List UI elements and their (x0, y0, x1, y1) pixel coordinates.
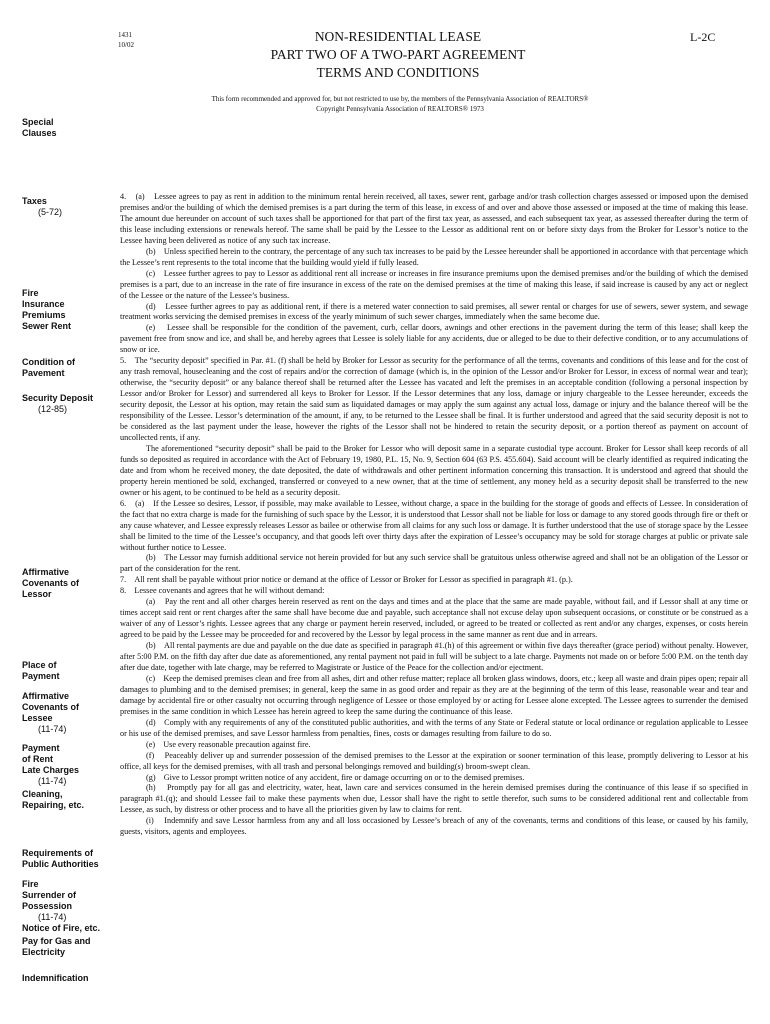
form-code (118, 30, 134, 50)
paragraph-8i: (i) Indemnify and save Lessor harmless from any and all loss occasioned by Lessee’s breach of any of the covenants, terms and conditions of this lease, or caused by his family, guests, visitors, agents and employees. (120, 816, 748, 837)
side-code: (11-74) (38, 724, 67, 734)
side-label: Electricity (22, 947, 66, 957)
side-special-clauses (22, 117, 118, 139)
paragraph-5: 5. The “security deposit” specified in Par. #1. (f) shall be held by Broker for Lessor as security for the performance of all the terms, covenants and conditions of this lease and for the cost of any trash removal, housecleaning and the cost of repairs and/or the correction of damage (which is, in the opinion of the Lessor and/or Broker for Lessor, in excess of normal wear and tear); otherwise, the “security deposit” or any balance thereof shall be returned after the Lessee has vacated and left the premises in an acceptable condition (following a personal inspection by Lessor and/or Broker for Lessor) and surrendered all keys to Broker for Lessor. If the Lessor determines that any loss, damage or injury chargeable to the Lessee hereunder, exceeds the security deposit, the Lessor at his option, may retain the said sum as liquidated damages or may apply the sum against any actual loss, damage or injury and the balance thereof will be the responsibility of the Lessee. Lessor’s determination of the amount, if any, to be returned to the Lessee shall be final. It is further understood and agreed that the said security deposit is not to be considered as the last payment under the lease, however the rights of the Lessor shall not be hindered to retain the security deposit, or a portion thereof as payment on account of uncollected rents, if any. (120, 356, 748, 442)
side-code: (5-72) (38, 207, 63, 217)
title-line-3: TERMS AND CONDITIONS (316, 65, 480, 80)
side-label: Special (22, 117, 54, 127)
paragraph-8g: (g) Give to Lessor prompt written notice of any accident, fire or damage occurring on or to the demised premises. (146, 772, 525, 782)
side-label: Lessor (22, 589, 52, 599)
side-affirmative-lessor (22, 567, 118, 600)
side-label: Sewer Rent (22, 321, 72, 331)
side-label: Pay for Gas and (22, 936, 91, 946)
side-fire-insurance (22, 288, 118, 332)
side-label: of Rent (22, 754, 53, 764)
title-line-2: PART TWO OF A TWO-PART AGREEMENT (270, 47, 526, 62)
side-code: (11-74) (38, 776, 67, 786)
side-label: Clauses (22, 128, 57, 138)
side-label: Fire (22, 288, 39, 298)
side-label: Place of (22, 660, 57, 670)
paragraph-7: 7. All rent shall be payable without prior notice or demand at the office of Lessor or Broker for Lessor as specified in paragraph #1. (p.). (120, 575, 573, 585)
side-place-payment (22, 660, 118, 682)
side-label: Covenants of (22, 578, 80, 588)
side-cleaning-repairing (22, 789, 118, 811)
side-condition-pavement (22, 357, 118, 379)
paragraph-8f: (f) Peaceably deliver up and surrender possession of the demised premises to the Lessor at the expiration or sooner termination of this lease, promptly delivering to Lessor at his office, all keys for the demised premises, with all trash and personal belongings removed and building(s) broom-swept clean. (120, 750, 748, 771)
paragraph-4c: (c) Lessee further agrees to pay to Lessor as additional rent all increase or increases in fire insurance premiums upon the demised premises and/or the building of which the demised premises is a part, due to an increase in the rate of fire insurance in excess of the rate on the demised premises at the time of making this lease, if said increase is caused by any act or neglect of the Lessee or the nature of the Lessee’s business. (120, 268, 748, 300)
side-label: Insurance (22, 299, 65, 309)
paragraph-4e: (e) Lessee shall be responsible for the condition of the pavement, curb, cellar doors, awnings and other erections in the pavement during the term of this lease; shall keep the pavement free from snow and ice, and shall be, and hereby agrees that Lessee is solely liable for any accidents, due or alleged to be due to their defective condition, or to any accumulations of snow or ice. (120, 323, 748, 355)
paragraph-5b: The aforementioned “security deposit” shall be paid to the Broker for Lessor who will deposit same in a separate custodial type account. Broker for Lessor shall keep records of all funds so deposited as required in accordance with the Act of February 19, 1980, P.L. 15, No. 9, Section 604 (63 P.S. 455.604). Said account will be clearly identified as required indicating the date and from whom he received money, the date deposited, the date of withdrawals and other pertinent information concerning this transaction. It is understood and agreed that should the property herein mentioned be sold, exchanged, transferred or conveyed to a new owner, that at the time of settlement, any money held as a security deposit shall be transferred to the new owner or his agent, to be continued to be held as a security deposit. (120, 443, 748, 497)
side-label: Possession (22, 901, 73, 911)
side-label: Indemnification (22, 973, 89, 983)
side-label: Pavement (22, 368, 65, 378)
side-taxes (22, 196, 118, 218)
paragraph-4a: 4. (a) Lessee agrees to pay as rent in addition to the minimum rental herein received, all taxes, sewer rent, garbage and/or trash collection charges assessed or imposed upon the demised premises and/or the building of which the demised premises is a part during the term of this lease, in excess of and over and above those assessed or imposed at the time of making this lease. The amount due hereunder on account of such taxes shall be apportioned for that part of the first tax year, as assessed, and each subsequent tax year, as assessed thereafter during the term of this lease including extensions or renewals hereof. The same shall be paid by the Lessee to the Lessor as additional rent on or before sixty days from the Broker for Lessor’s notice to the Lessee having been delivered as notice of any such tax increase. (120, 192, 748, 245)
paragraph-6b: (b) The Lessor may furnish additional service not herein provided for but any such service shall be gratuitous unless otherwise agreed and shall not be an obligation of the Lessor or part of the consideration for the rent. (120, 553, 748, 574)
paragraph-8h: (h) Promptly pay for all gas and electricity, water, heat, lawn care and services consumed in the herein demised premises during the continuance of this lease if so specified in paragraph #1.(q); and should Lessee fail to make these payments when due, Lessor shall have the right to settle therefor, such sums to be considered additional rent and collectable from Lessee, as such, by distress or other process and to have all the priorities given by law to claims for rent. (120, 783, 748, 815)
side-notice-fire (22, 923, 118, 934)
paragraph-4b: (b) Unless specified herein to the contrary, the percentage of any such tax increases to be paid by the Lessee hereunder shall be apportioned in accordance with that percentage which the Lessee’s rent represents to the total income that the building would yield if fully leased. (120, 246, 748, 267)
side-gas-electricity (22, 936, 118, 958)
side-label: Cleaning, (22, 789, 63, 799)
copyright-notice (150, 94, 650, 114)
side-label: Public Authorities (22, 859, 99, 869)
side-surrender (22, 879, 118, 923)
side-label: Taxes (22, 196, 47, 206)
side-affirmative-lessee (22, 691, 118, 735)
form-date: 10/02 (118, 41, 134, 49)
side-security-deposit (22, 393, 118, 415)
paragraph-6a: 6. (a) If the Lessee so desires, Lessor, if possible, may make available to Lessee, without charge, a space in the building for the storage of goods and effects of Lessee. In consideration of the fact that no extra charge is made for the furnishing of such space by the Lessor, it is understood that Lessor shall not be liable for loss or damage to any stored goods through fire or theft or any cause whatever, and Lessee expressly releases Lessor as bailee or otherwise from all claims for any such loss or damage. It is further understood that the use of storage space by the Lessee shall be limited to the time of the Lessee’s occupancy, and that goods left over thirty days after the expiration of Lessee’s occupancy may be sold for storage charges at public or private sale without further notice to Lessee. (120, 498, 748, 552)
document-title (200, 28, 596, 82)
title-line-1: NON-RESIDENTIAL LEASE (314, 29, 482, 44)
side-label: Requirements of (22, 848, 94, 858)
side-payment-rent (22, 743, 118, 787)
paragraph-8c: (c) Keep the demised premises clean and free from all ashes, dirt and other refuse matter; replace all broken glass windows, doors, etc.; keep all waste and drain pipes open; repair all damages to plumbing and to the demised premises; in general, keep the same in as good order and repair as they are at the beginning of the term of this lease, reasonable wear and tear and damage by accidental fire or other casualty not occurring through negligence of Lessee or those employed by or acting for Lessee alone excepted. The Lessee agrees to surrender the demised premises in the same condition in which Lessee has herein agreed to keep the same during the continuance of this lease. (120, 673, 748, 716)
form-number: 1431 (118, 31, 132, 39)
notice-line-1: This form recommended and approved for, but not restricted to use by, the members of the Pennsylvania Association of REALTORS® (211, 95, 589, 103)
lease-terms-body (120, 192, 748, 838)
side-label: Late Charges (22, 765, 80, 775)
paragraph-8e: (e) Use every reasonable precaution against fire. (146, 739, 311, 749)
side-label: Lessee (22, 713, 53, 723)
side-code: (12-85) (38, 404, 68, 414)
side-label: Security Deposit (22, 393, 94, 403)
paragraph-4d: (d) Lessee further agrees to pay as additional rent, if there is a metered water connection to said premises, all sewer rental or charges for use of sewers, sewer system, and sewage treatment works servicing the demised premises in excess of the yearly minimum of such sewer charges, immediately when the same become due. (120, 301, 748, 322)
paragraph-8d: (d) Comply with any requirements of any of the constituted public authorities, and with the terms of any State or Federal statute or local ordinance or regulation applicable to Lessee or his use of the demised premises, and save Lessor harmless from penalties, fines, costs or damages resulting from failure to do so. (120, 717, 748, 738)
side-label: Affirmative (22, 691, 70, 701)
side-label: Surrender of (22, 890, 77, 900)
form-id: L-2C (690, 30, 716, 44)
side-label: Condition of (22, 357, 75, 367)
paragraph-8: 8. Lessee covenants and agrees that he will without demand: (120, 586, 325, 596)
side-label: Affirmative (22, 567, 70, 577)
side-label: Payment (22, 743, 60, 753)
side-requirements (22, 848, 118, 870)
side-label: Covenants of (22, 702, 80, 712)
side-indemnification (22, 973, 118, 984)
paragraph-8b: (b) All rental payments are due and payable on the due date as specified in paragraph #1.(h) of this agreement or within five days thereafter (grace period) without penalty. However, after 5:00 P.M. on the fifth day after due date as aforementioned, any rental payment not paid in full will be subject to a late charge. Payments not made on or before 5:00 P.M. on the tenth day after due date, together with late charge, may be referred to Magistrate or Justice of the Peace for the collection and/or ejectment. (120, 641, 748, 672)
side-label: Premiums (22, 310, 66, 320)
side-label: Repairing, etc. (22, 800, 85, 810)
notice-line-2: Copyright Pennsylvania Association of REALTORS® 1973 (316, 105, 484, 113)
side-code: (11-74) (38, 912, 67, 922)
paragraph-8a: (a) Pay the rent and all other charges herein reserved as rent on the days and times and at the place that the same are made payable, without fail, and if Lessor shall at any time or times accept said rent or rent charges after the same shall have become due and payable, such acceptance shall not excuse delay upon subsequent occasions, or constitute or be construed as a waiver of any of Lessor’s rights. Lessee agrees that any charge or payment herein reserved, included, or agreed to be treated or collected as rent and/or any charges, expenses, or costs herein agreed to be paid by the Lessee may be proceeded for and recovered by the Lessor by legal process in the same manner as rent due and in arrears. (120, 597, 748, 640)
side-label: Payment (22, 671, 60, 681)
side-label: Fire (22, 879, 39, 889)
side-label: Notice of Fire, etc. (22, 923, 101, 933)
